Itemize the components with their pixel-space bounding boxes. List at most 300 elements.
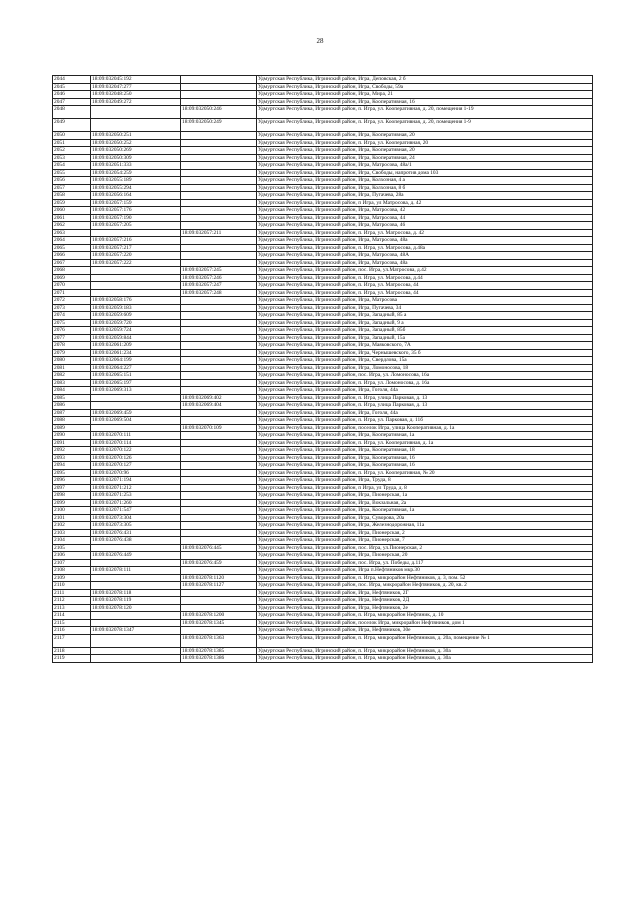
- row-number-cell: 2100: [53, 507, 91, 515]
- cadastral-number-secondary-cell: [181, 154, 257, 162]
- address-cell: Удмуртская Республика, Игринский район, Игра, Гоголя, 44а: [257, 387, 593, 395]
- address-cell: Удмуртская Республика, Игринский район, п. Игра, микрорайон Нефтяников, д. 20а, помещение № 1: [257, 634, 593, 647]
- row-number-cell: 2117: [53, 634, 91, 647]
- row-number-cell: 2050: [53, 132, 91, 140]
- cadastral-number-secondary-cell: [181, 132, 257, 140]
- cadastral-number-cell: 18:09:032070:126: [91, 454, 181, 462]
- table-row: [53, 177, 593, 185]
- address-cell: Удмуртская Республика, Игринский район, Игра, Мира, 21: [257, 91, 593, 99]
- row-number-cell: 2045: [53, 83, 91, 91]
- cadastral-number-secondary-cell: [181, 237, 257, 245]
- cadastral-number-cell: [91, 229, 181, 237]
- cadastral-number-secondary-cell: 18:09:032050:249: [181, 119, 257, 132]
- cadastral-number-secondary-cell: [181, 469, 257, 477]
- row-number-cell: 2109: [53, 574, 91, 582]
- cadastral-number-cell: [91, 282, 181, 290]
- cadastral-number-secondary-cell: 18:09:032057:247: [181, 282, 257, 290]
- cadastral-number-secondary-cell: [181, 319, 257, 327]
- cadastral-number-secondary-cell: [181, 529, 257, 537]
- row-number-cell: 2082: [53, 372, 91, 380]
- row-number-cell: 2094: [53, 462, 91, 470]
- cadastral-number-cell: 18:09:032057:190: [91, 214, 181, 222]
- row-number-cell: 2097: [53, 484, 91, 492]
- table-row: [53, 589, 593, 597]
- address-cell: Удмуртская Республика, Игринский район, пос. Игра, ул. Ломоносова, 16а: [257, 372, 593, 380]
- address-cell: Удмуртская Республика, Игринский район, Игра, Суворова, 20а: [257, 514, 593, 522]
- cadastral-number-cell: 18:09:032078:118: [91, 589, 181, 597]
- address-cell: Удмуртская Республика, Игринский район, п Игра, ул Труда, д. 8: [257, 484, 593, 492]
- table-row: [53, 379, 593, 387]
- address-cell: Удмуртская Республика, Игринский район, Игра, Гоголя, 44а: [257, 409, 593, 417]
- address-cell: Удмуртская Республика, Игринский район, п. Игра, ул. Матросова, 44: [257, 282, 593, 290]
- address-cell: Удмуртская Республика, Игринский район, п. Игра, ул. Кооперативная, д. 20, помещения 1-9: [257, 119, 593, 132]
- address-cell: Удмуртская Республика, Игринский район, Игра, Пионерская, 7: [257, 537, 593, 545]
- cadastral-number-cell: 18:09:032050:269: [91, 147, 181, 155]
- cadastral-number-secondary-cell: [181, 492, 257, 500]
- table-row: [53, 484, 593, 492]
- table-row: [53, 154, 593, 162]
- address-cell: Удмуртская Республика, Игринский район, Игра, Труда, 8: [257, 477, 593, 485]
- row-number-cell: 2061: [53, 214, 91, 222]
- address-cell: Удмуртская Республика, Игринский район, Игра, Колхозная, 8 б: [257, 184, 593, 192]
- cadastral-number-cell: [91, 394, 181, 402]
- table-row: [53, 387, 593, 395]
- row-number-cell: 2104: [53, 537, 91, 545]
- table-row: [53, 237, 593, 245]
- page-number: 28: [316, 37, 324, 45]
- cadastral-number-secondary-cell: 18:09:032069:402: [181, 394, 257, 402]
- address-cell: Удмуртская Республика, Игринский район, п. Игра, ул. Ломоносова, д. 16а: [257, 379, 593, 387]
- table-row: [53, 477, 593, 485]
- cadastral-number-cell: 18:09:032071:260: [91, 499, 181, 507]
- cadastral-number-secondary-cell: 18:09:032070:109: [181, 424, 257, 432]
- row-number-cell: 2046: [53, 91, 91, 99]
- address-cell: Удмуртская Республика, Игринский район, Игра, Пугачева, 34: [257, 304, 593, 312]
- row-number-cell: 2105: [53, 544, 91, 552]
- table-row: [53, 252, 593, 260]
- cadastral-number-secondary-cell: [181, 259, 257, 267]
- address-cell: Удмуртская Республика, Игринский район, Игра, Маяковского, 7А: [257, 342, 593, 350]
- row-number-cell: 2080: [53, 357, 91, 365]
- address-cell: Удмуртская Республика, Игринский район, п. Игра, микрорайон Нефтяников, д. 30а: [257, 647, 593, 655]
- row-number-cell: 2047: [53, 98, 91, 106]
- row-number-cell: 2119: [53, 655, 91, 663]
- cadastral-number-secondary-cell: [181, 334, 257, 342]
- table-row: [53, 169, 593, 177]
- address-cell: Удмуртская Республика, Игринский район, Игра, Кооперативная, 16: [257, 454, 593, 462]
- table-row: [53, 119, 593, 132]
- address-cell: Удмуртская Республика, Игринский район, Игра, Свободы, напротив дома 103: [257, 169, 593, 177]
- cadastral-number-cell: 18:09:032051:333: [91, 162, 181, 170]
- row-number-cell: 2103: [53, 529, 91, 537]
- cadastral-number-cell: 18:09:032064:227: [91, 364, 181, 372]
- address-cell: Удмуртская Республика, Игринский район, пос. Игра, ул.Пионерская, 2: [257, 544, 593, 552]
- cadastral-number-cell: 18:09:032069:504: [91, 417, 181, 425]
- table-row: [53, 319, 593, 327]
- table-row: [53, 544, 593, 552]
- cadastral-number-secondary-cell: [181, 552, 257, 560]
- row-number-cell: 2072: [53, 297, 91, 305]
- row-number-cell: 2086: [53, 402, 91, 410]
- row-number-cell: 2066: [53, 252, 91, 260]
- table-row: [53, 304, 593, 312]
- row-number-cell: 2116: [53, 627, 91, 635]
- cadastral-number-secondary-cell: [181, 417, 257, 425]
- table-row: [53, 552, 593, 560]
- cadastral-number-cell: 18:09:032078:120: [91, 604, 181, 612]
- cadastral-number-cell: 18:09:032076:449: [91, 552, 181, 560]
- table-row: [53, 192, 593, 200]
- row-number-cell: 2077: [53, 334, 91, 342]
- table-row: [53, 259, 593, 267]
- cadastral-number-cell: [91, 544, 181, 552]
- cadastral-number-secondary-cell: [181, 522, 257, 530]
- cadastral-number-cell: 18:09:032048:250: [91, 91, 181, 99]
- row-number-cell: 2101: [53, 514, 91, 522]
- row-number-cell: 2099: [53, 499, 91, 507]
- cadastral-number-secondary-cell: [181, 409, 257, 417]
- table-row: [53, 574, 593, 582]
- cadastral-number-secondary-cell: [181, 379, 257, 387]
- table-row: [53, 559, 593, 567]
- table-row: [53, 514, 593, 522]
- table-row: [53, 83, 593, 91]
- row-number-cell: 2112: [53, 597, 91, 605]
- address-cell: Удмуртская Республика, Игринский район, п. Игра, ул. Матросова, д. 42: [257, 229, 593, 237]
- table-row: [53, 612, 593, 620]
- cadastral-number-secondary-cell: 18:09:032057:211: [181, 229, 257, 237]
- cadastral-number-cell: 18:09:032078:111: [91, 567, 181, 575]
- cadastral-number-secondary-cell: [181, 162, 257, 170]
- row-number-cell: 2089: [53, 424, 91, 432]
- address-cell: Удмуртская Республика, Игринский район, Игра, Вокзальная, 2а: [257, 499, 593, 507]
- cadastral-number-cell: 18:09:032057:217: [91, 244, 181, 252]
- table-row: [53, 334, 593, 342]
- row-number-cell: 2051: [53, 139, 91, 147]
- row-number-cell: 2115: [53, 619, 91, 627]
- row-number-cell: 2069: [53, 274, 91, 282]
- address-cell: Удмуртская Республика, Игринский район, Игра, Пионерская, 1а: [257, 492, 593, 500]
- cadastral-number-cell: 18:09:032057:159: [91, 199, 181, 207]
- cadastral-number-secondary-cell: [181, 484, 257, 492]
- row-number-cell: 2057: [53, 184, 91, 192]
- cadastral-number-secondary-cell: [181, 357, 257, 365]
- address-cell: Удмуртская Республика, Игринский район, Игра, Кооперативная, 1а: [257, 432, 593, 440]
- table-row: [53, 447, 593, 455]
- cadastral-number-cell: [91, 424, 181, 432]
- cadastral-number-secondary-cell: [181, 304, 257, 312]
- row-number-cell: 2114: [53, 612, 91, 620]
- row-number-cell: 2056: [53, 177, 91, 185]
- address-cell: Удмуртская Республика, Игринский район, Игра, Кооперативная, 1а: [257, 507, 593, 515]
- cadastral-number-cell: 18:09:032057:216: [91, 237, 181, 245]
- address-cell: Удмуртская Республика, Игринский район, п. Игра, ул. Матросова, 44: [257, 289, 593, 297]
- address-cell: Удмуртская Республика, Игринский район, Игра, Западный, 85б: [257, 327, 593, 335]
- cadastral-number-cell: 18:09:032050:252: [91, 139, 181, 147]
- cadastral-number-cell: 18:09:032058:176: [91, 297, 181, 305]
- cadastral-number-secondary-cell: [181, 589, 257, 597]
- table-row: [53, 364, 593, 372]
- row-number-cell: 2068: [53, 267, 91, 275]
- row-number-cell: 2093: [53, 454, 91, 462]
- row-number-cell: 2074: [53, 312, 91, 320]
- table-row: [53, 282, 593, 290]
- table-row: [53, 417, 593, 425]
- table-row: [53, 469, 593, 477]
- address-cell: Удмуртская Республика, Игринский район, Игра, Нефтяников, 2Д: [257, 597, 593, 605]
- row-number-cell: 2102: [53, 522, 91, 530]
- row-number-cell: 2062: [53, 222, 91, 230]
- table-row: [53, 567, 593, 575]
- cadastral-number-secondary-cell: [181, 244, 257, 252]
- table-row: [53, 627, 593, 635]
- row-number-cell: 2107: [53, 559, 91, 567]
- address-cell: Удмуртская Республика, Игринский район, Игра, Пугачева, 28а: [257, 192, 593, 200]
- row-number-cell: 2087: [53, 409, 91, 417]
- table-row: [53, 409, 593, 417]
- row-number-cell: 2110: [53, 582, 91, 590]
- cadastral-number-secondary-cell: [181, 514, 257, 522]
- cadastral-number-cell: [91, 289, 181, 297]
- cadastral-number-cell: 18:09:032069:313: [91, 387, 181, 395]
- address-cell: Удмуртская Республика, Игринский район, Игра, Железнодорожная, 11а: [257, 522, 593, 530]
- cadastral-number-cell: 18:09:032061:209: [91, 342, 181, 350]
- cadastral-number-cell: 18:09:032078:1347: [91, 627, 181, 635]
- cadastral-number-cell: 18:09:032045:192: [91, 76, 181, 84]
- row-number-cell: 2055: [53, 169, 91, 177]
- address-cell: Удмуртская Республика, Игринский район, Игра, Пионерская, 20: [257, 552, 593, 560]
- cadastral-number-secondary-cell: 18:09:032076:459: [181, 559, 257, 567]
- cadastral-number-secondary-cell: [181, 177, 257, 185]
- address-cell: Удмуртская Республика, Игринский район, Игра, Деповская, 2 б: [257, 76, 593, 84]
- cadastral-number-cell: 18:09:032070:96: [91, 469, 181, 477]
- address-cell: Удмуртская Республика, Игринский район, Игра, Матросова, 48А: [257, 252, 593, 260]
- cadastral-number-cell: 18:09:032070:127: [91, 462, 181, 470]
- cadastral-number-cell: 18:09:032059:724: [91, 327, 181, 335]
- table-row: [53, 199, 593, 207]
- cadastral-number-cell: [91, 619, 181, 627]
- cadastral-number-secondary-cell: [181, 567, 257, 575]
- cadastral-number-secondary-cell: [181, 199, 257, 207]
- address-cell: Удмуртская Республика, Игринский район, Игра, Матросова, 44: [257, 214, 593, 222]
- address-cell: Удмуртская Республика, Игринский район, пос. Игра, микрорайон Нефтяников, д. 20, кв. 2: [257, 582, 593, 590]
- address-cell: Удмуртская Республика, Игринский район, Игра, Кооперативная, 18: [257, 447, 593, 455]
- table-row: [53, 98, 593, 106]
- cadastral-number-secondary-cell: [181, 499, 257, 507]
- row-number-cell: 2065: [53, 244, 91, 252]
- cadastral-number-secondary-cell: [181, 76, 257, 84]
- table-row: [53, 214, 593, 222]
- cadastral-number-cell: [91, 634, 181, 647]
- cadastral-number-cell: 18:09:032078:119: [91, 597, 181, 605]
- cadastral-number-cell: 18:09:032057:222: [91, 259, 181, 267]
- cadastral-number-secondary-cell: 18:09:032078:1385: [181, 647, 257, 655]
- cadastral-number-secondary-cell: 18:09:032078:1363: [181, 634, 257, 647]
- address-cell: Удмуртская Республика, Игринский район, Игра, Кооперативная, 20: [257, 147, 593, 155]
- address-cell: Удмуртская Республика, Игринский район, Игра, Кооперативная, 16: [257, 98, 593, 106]
- register-body: [53, 76, 593, 663]
- address-cell: Удмуртская Республика, Игринский район, Игра п.Нефтяников мкр.30: [257, 567, 593, 575]
- cadastral-number-cell: 18:09:032061:234: [91, 349, 181, 357]
- cadastral-number-secondary-cell: [181, 83, 257, 91]
- row-number-cell: 2079: [53, 349, 91, 357]
- cadastral-number-cell: 18:09:032049:272: [91, 98, 181, 106]
- cadastral-number-cell: [91, 655, 181, 663]
- cadastral-number-cell: [91, 119, 181, 132]
- table-row: [53, 147, 593, 155]
- row-number-cell: 2096: [53, 477, 91, 485]
- table-row: [53, 244, 593, 252]
- table-row: [53, 619, 593, 627]
- address-cell: Удмуртская Республика, Игринский район, Игра, Свердлова, 15а: [257, 357, 593, 365]
- address-cell: Удмуртская Республика, Игринский район, п. Игра, ул. Матросова, д.48а: [257, 244, 593, 252]
- cadastral-number-secondary-cell: [181, 627, 257, 635]
- table-row: [53, 357, 593, 365]
- address-cell: Удмуртская Республика, Игринский район, поселок Игра, улица Кооперативная, д. 1а: [257, 424, 593, 432]
- cadastral-number-secondary-cell: [181, 312, 257, 320]
- row-number-cell: 2083: [53, 379, 91, 387]
- cadastral-number-secondary-cell: [181, 387, 257, 395]
- row-number-cell: 2095: [53, 469, 91, 477]
- address-cell: Удмуртская Республика, Игринский район, Игра, Колхозная, 4 а: [257, 177, 593, 185]
- cadastral-number-cell: 18:09:032069:459: [91, 409, 181, 417]
- cadastral-number-cell: 18:09:032073:305: [91, 522, 181, 530]
- table-row: [53, 184, 593, 192]
- row-number-cell: 2063: [53, 229, 91, 237]
- row-number-cell: 2108: [53, 567, 91, 575]
- row-number-cell: 2088: [53, 417, 91, 425]
- table-row: [53, 139, 593, 147]
- cadastral-number-cell: 18:09:032054:259: [91, 169, 181, 177]
- table-row: [53, 207, 593, 215]
- row-number-cell: 2075: [53, 319, 91, 327]
- table-row: [53, 582, 593, 590]
- table-row: [53, 76, 593, 84]
- row-number-cell: 2113: [53, 604, 91, 612]
- cadastral-number-secondary-cell: 18:09:032057:245: [181, 267, 257, 275]
- cadastral-number-cell: [91, 574, 181, 582]
- row-number-cell: 2118: [53, 647, 91, 655]
- cadastral-number-cell: 18:09:032059:720: [91, 319, 181, 327]
- table-row: [53, 522, 593, 530]
- cadastral-number-cell: 18:09:032071:194: [91, 477, 181, 485]
- cadastral-number-secondary-cell: [181, 364, 257, 372]
- row-number-cell: 2048: [53, 106, 91, 119]
- address-cell: Удмуртская Республика, Игринский район, Игра, Кооперативная, 20: [257, 132, 593, 140]
- cadastral-number-secondary-cell: 18:09:032057:246: [181, 274, 257, 282]
- address-cell: Удмуртская Республика, Игринский район, п. Игра, улица Парковая, д. 13: [257, 394, 593, 402]
- cadastral-number-secondary-cell: [181, 327, 257, 335]
- cadastral-number-secondary-cell: [181, 342, 257, 350]
- cadastral-number-secondary-cell: 18:09:032076:445: [181, 544, 257, 552]
- cadastral-number-cell: 18:09:032073:304: [91, 514, 181, 522]
- cadastral-number-cell: 18:09:032050:309: [91, 154, 181, 162]
- row-number-cell: 2078: [53, 342, 91, 350]
- address-cell: Удмуртская Республика, Игринский район, Игра, Нефтяников, 30е: [257, 627, 593, 635]
- cadastral-number-secondary-cell: [181, 537, 257, 545]
- cadastral-number-cell: 18:09:032057:205: [91, 222, 181, 230]
- cadastral-number-secondary-cell: [181, 207, 257, 215]
- row-number-cell: 2049: [53, 119, 91, 132]
- cadastral-number-cell: [91, 402, 181, 410]
- row-number-cell: 2073: [53, 304, 91, 312]
- cadastral-number-cell: 18:09:032071:547: [91, 507, 181, 515]
- table-row: [53, 229, 593, 237]
- cadastral-number-cell: 18:09:032050:251: [91, 132, 181, 140]
- address-cell: Удмуртская Республика, Игринский район, п. Игра, ул. Кооперативная, № 20: [257, 469, 593, 477]
- cadastral-number-secondary-cell: [181, 169, 257, 177]
- cadastral-number-secondary-cell: [181, 507, 257, 515]
- row-number-cell: 2090: [53, 432, 91, 440]
- address-cell: Удмуртская Республика, Игринский район, Игра, Матросова, 48а/1: [257, 162, 593, 170]
- address-cell: Удмуртская Республика, Игринский район, п. Игра, ул. Кооперативная, д. 1а: [257, 439, 593, 447]
- cadastral-number-secondary-cell: [181, 447, 257, 455]
- address-cell: Удмуртская Республика, Игринский район, п. Игра, микрорайон Нефтяников, д. 30а: [257, 655, 593, 663]
- table-row: [53, 274, 593, 282]
- cadastral-number-cell: 18:09:032065:151: [91, 372, 181, 380]
- cadastral-number-cell: 18:09:032070:114: [91, 439, 181, 447]
- table-row: [53, 394, 593, 402]
- table-row: [53, 132, 593, 140]
- table-row: [53, 342, 593, 350]
- table-row: [53, 267, 593, 275]
- table-row: [53, 507, 593, 515]
- cadastral-number-secondary-cell: [181, 297, 257, 305]
- table-row: [53, 597, 593, 605]
- address-cell: Удмуртская Республика, Игринский район, п. Игра, микрорайон Нефтяников, д. 3, пом. 52: [257, 574, 593, 582]
- table-row: [53, 424, 593, 432]
- cadastral-number-secondary-cell: [181, 454, 257, 462]
- row-number-cell: 2058: [53, 192, 91, 200]
- table-row: [53, 312, 593, 320]
- row-number-cell: 2106: [53, 552, 91, 560]
- cadastral-number-secondary-cell: 18:09:032050:246: [181, 106, 257, 119]
- address-cell: Удмуртская Республика, Игринский район, п. Игра, улица Парковая, д. 13: [257, 402, 593, 410]
- address-cell: Удмуртская Республика, Игринский район, п. Игра, ул. Парковая, д. 11б: [257, 417, 593, 425]
- cadastral-number-secondary-cell: [181, 192, 257, 200]
- cadastral-number-secondary-cell: [181, 214, 257, 222]
- cadastral-number-cell: [91, 106, 181, 119]
- cadastral-number-cell: [91, 559, 181, 567]
- row-number-cell: 2067: [53, 259, 91, 267]
- address-cell: Удмуртская Республика, Игринский район, п Игра, ул Матросова, д. 42: [257, 199, 593, 207]
- row-number-cell: 2052: [53, 147, 91, 155]
- cadastral-number-cell: 18:09:032070:122: [91, 447, 181, 455]
- address-cell: Удмуртская Республика, Игринский район, Игра, Матросова: [257, 297, 593, 305]
- address-cell: Удмуртская Республика, Игринский район, Игра, Матросова, 48а: [257, 259, 593, 267]
- row-number-cell: 2081: [53, 364, 91, 372]
- address-cell: Удмуртская Республика, Игринский район, поселок Игра, микрорайон Нефтяников, дом 1: [257, 619, 593, 627]
- cadastral-number-secondary-cell: [181, 91, 257, 99]
- cadastral-number-secondary-cell: [181, 432, 257, 440]
- row-number-cell: 2091: [53, 439, 91, 447]
- cadastral-number-secondary-cell: 18:09:032078:1345: [181, 619, 257, 627]
- cadastral-number-secondary-cell: 18:09:032078:1386: [181, 655, 257, 663]
- table-row: [53, 349, 593, 357]
- row-number-cell: 2098: [53, 492, 91, 500]
- cadastral-number-secondary-cell: [181, 222, 257, 230]
- cadastral-number-cell: 18:09:032059:609: [91, 312, 181, 320]
- address-cell: Удмуртская Республика, Игринский район, Игра, Чернышевского, 35 б: [257, 349, 593, 357]
- address-cell: Удмуртская Республика, Игринский район, п. Игра, микрорайон Нефтяник, д. 10: [257, 612, 593, 620]
- table-row: [53, 432, 593, 440]
- table-row: [53, 222, 593, 230]
- table-row: [53, 162, 593, 170]
- address-cell: Удмуртская Республика, Игринский район, Игра, Нефтяников, 2е: [257, 604, 593, 612]
- table-row: [53, 297, 593, 305]
- row-number-cell: 2053: [53, 154, 91, 162]
- cadastral-number-secondary-cell: [181, 139, 257, 147]
